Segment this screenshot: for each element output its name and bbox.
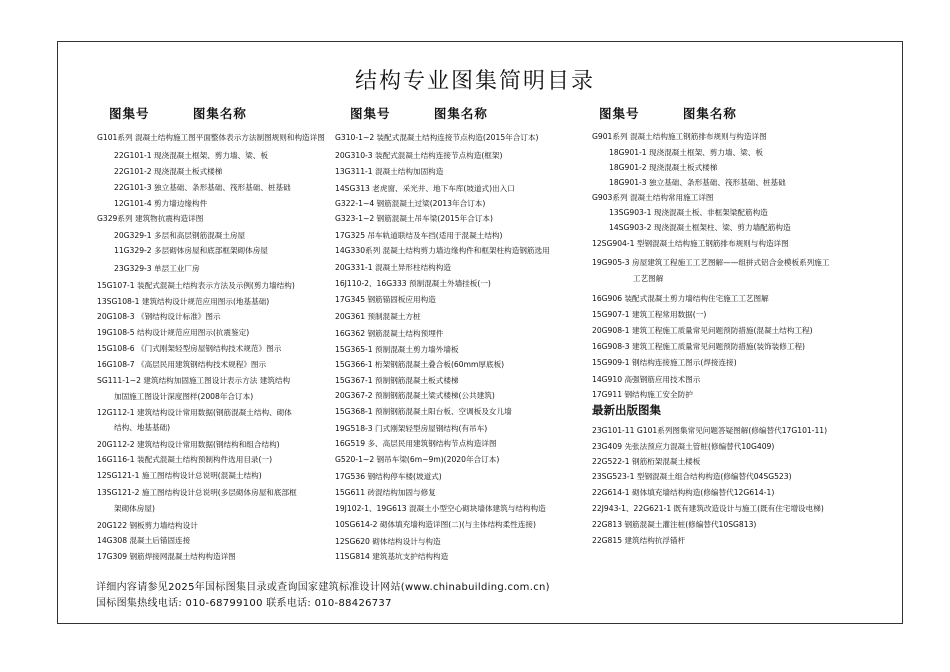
col-code-label: 图集号 <box>350 106 391 121</box>
catalog-entry: 23G329-3 单层工业厂房 <box>114 264 200 273</box>
col-name-label: 图集名称 <box>192 106 247 121</box>
catalog-entry: 17G309 钢筋焊接网混凝土结构构造详图 <box>97 552 236 561</box>
catalog-entry: 19J102-1、19G613 混凝土小型空心砌块墙体建筑与结构构造 <box>335 504 546 513</box>
col-code-label: 图集号 <box>109 106 150 121</box>
catalog-entry: 11SG814 建筑基坑支护结构构造 <box>335 552 449 561</box>
catalog-entry: 22J943-1、22G621-1 既有建筑改造设计与施工(既有住宅增设电梯) <box>592 504 824 513</box>
catalog-entry: 18G901-1 现浇混凝土框架、剪力墙、梁、板 <box>609 148 763 157</box>
catalog-entry: 15G107-1 装配式混凝土结构表示方法及示例(剪力墙结构) <box>97 281 295 290</box>
catalog-entry: 20G122 钢板剪力墙结构设计 <box>97 521 198 530</box>
catalog-entry: 23SG523-1 型钢混凝土组合结构构造(修编替代04SG523) <box>592 472 792 481</box>
catalog-entry: 14G308 混凝土后锚固连接 <box>97 536 191 545</box>
catalog-entry: 16G519 多、高层民用建筑钢结构节点构造详图 <box>335 439 497 448</box>
page-title: 结构专业图集简明目录 <box>354 69 595 94</box>
catalog-entry: 13G311-1 混凝土结构加固构造 <box>335 167 444 176</box>
catalog-entry: G903系列 混凝土结构常用施工详图 <box>592 193 714 202</box>
catalog-entry: G310-1~2 装配式混凝土结构连接节点构造(2015年合订本) <box>335 133 539 142</box>
column-header-3 <box>599 104 737 122</box>
catalog-entry: 16G906 装配式混凝土剪力墙结构住宅施工工艺图解 <box>592 294 769 303</box>
catalog-entry: 15G909-1 钢结构连接施工图示(焊接连接) <box>592 358 737 367</box>
catalog-entry: 22G813 钢筋混凝土灌注桩(修编替代10SG813) <box>592 520 757 529</box>
catalog-entry: G520-1~2 钢吊车梁(6m~9m)(2020年合订本) <box>335 455 500 464</box>
catalog-entry: 20G367-2 预制钢筋混凝土梁式楼梯(公共建筑) <box>335 391 495 400</box>
catalog-entry: 17G345 钢筋锚固板应用构造 <box>335 295 436 304</box>
catalog-entry: 11G329-2 多层砌体房屋和底部框架砌体房屋 <box>114 246 268 255</box>
catalog-entry: 12SG620 砌体结构设计与构造 <box>335 537 441 546</box>
catalog-entry: 20G310-3 装配式混凝土结构连接节点构造(框架) <box>335 151 503 160</box>
column-header-1 <box>109 104 247 122</box>
catalog-entry: 23G101-11 G101系列图集常见问题答疑图解(修编替代17G101-11) <box>592 426 828 435</box>
catalog-entry: 14G910 高强钢筋应用技术图示 <box>592 375 701 384</box>
catalog-entry: 结构、地基基础) <box>114 423 171 432</box>
footer-phone-line: 国标图集热线电话: 010-68799100 联系电话: 010-88426737 <box>96 598 392 609</box>
catalog-entry: 16G116-1 装配式混凝土结构预制构件选用目录(一) <box>97 455 273 464</box>
catalog-entry: 17G536 钢结构停车楼(坡道式) <box>335 472 442 481</box>
catalog-entry: G901系列 混凝土结构施工钢筋排布规则与构造详图 <box>592 132 767 141</box>
catalog-entry: G323-1~2 钢筋混凝土吊车梁(2015年合订本) <box>335 214 493 223</box>
catalog-entry: 15G907-1 建筑工程常用数据(一) <box>592 310 707 319</box>
catalog-entry: 19G905-3 房屋建筑工程施工工艺图解——组拼式铝合金模板系列施工 <box>592 258 830 267</box>
catalog-entry: 工艺图解 <box>633 274 664 283</box>
catalog-entry: 17G325 吊车轨道联结及车挡(适用于混凝土结构) <box>335 231 503 240</box>
column-header-2 <box>350 104 488 122</box>
catalog-entry: 20G112-2 建筑结构设计常用数据(钢结构和组合结构) <box>97 440 280 449</box>
catalog-entry: 16G362 钢筋混凝土结构预埋件 <box>335 329 444 338</box>
catalog-entry: G329系列 建筑物抗震构造详图 <box>97 214 204 223</box>
col-name-label: 图集名称 <box>433 106 488 121</box>
catalog-entry: 20G331-1 混凝土异形柱结构构造 <box>335 263 451 272</box>
catalog-entry: 20G108-3 《钢结构设计标准》图示 <box>97 312 221 321</box>
catalog-entry: 22G101-3 独立基础、条形基础、筏形基础、桩基础 <box>114 183 291 192</box>
catalog-entry: 15G108-6 《门式刚架轻型房屋钢结构技术规范》图示 <box>97 344 282 353</box>
catalog-entry: 15G611 砖混结构加固与修复 <box>335 488 436 497</box>
catalog-entry: 15G366-1 桁架钢筋混凝土叠合板(60mm厚底板) <box>335 360 505 369</box>
catalog-entry: 10SG614-2 砌体填充墙构造详图(二)(与主体结构柔性连接) <box>335 520 536 529</box>
catalog-entry: 18G901-2 现浇混凝土板式楼梯 <box>609 163 718 172</box>
catalog-entry: 22G101-1 现浇混凝土框架、剪力墙、梁、板 <box>114 151 268 160</box>
catalog-entry: 22G101-2 现浇混凝土板式楼梯 <box>114 167 223 176</box>
section-heading-new-releases: 最新出版图集 <box>592 403 661 417</box>
catalog-entry: 13SG121-2 施工图结构设计总说明(多层砌体房屋和底部框 <box>97 488 297 497</box>
catalog-entry: 19G518-3 门式刚架轻型房屋钢结构(有吊车) <box>335 424 488 433</box>
catalog-entry: 16G908-3 建筑工程施工质量常见问题预防措施(装饰装修工程) <box>592 342 806 351</box>
catalog-entry: G101系列 混凝土结构施工图平面整体表示方法制图规则和构造详图 <box>97 133 325 142</box>
catalog-entry: 22G522-1 钢筋桁架混凝土楼板 <box>592 457 701 466</box>
catalog-entry: 20G329-1 多层和高层钢筋混凝土房屋 <box>114 231 246 240</box>
catalog-entry: 22G614-1 砌体填充墙结构构造(修编替代12G614-1) <box>592 488 775 497</box>
catalog-entry: 13SG903-1 现浇混凝土板、非框架梁配筋构造 <box>609 208 768 217</box>
catalog-entry: 架砌体房屋) <box>114 504 155 513</box>
footer-website-note: 详细内容请参见2025年国标图集目录或查询国家建筑标准设计网站(www.chinabuilding.com.cn) <box>96 582 550 593</box>
catalog-entry: 13SG108-1 建筑结构设计规范应用图示(地基基础) <box>97 297 270 306</box>
catalog-entry: 12G101-4 剪力墙边缘构件 <box>114 199 208 208</box>
col-name-label: 图集名称 <box>682 106 737 121</box>
catalog-entry: 14G330系列 混凝土结构剪力墙边缘构件和框架柱构造钢筋选用 <box>335 246 550 255</box>
catalog-entry: 加固施工图设计深度图样(2008年合订本) <box>114 392 254 401</box>
catalog-entry: 15G368-1 预制钢筋混凝土阳台板、空调板及女儿墙 <box>335 407 512 416</box>
catalog-entry: 12SG904-1 型钢混凝土结构施工钢筋排布规则与构造详图 <box>592 239 789 248</box>
catalog-entry: 18G901-3 独立基础、条形基础、筏形基础、桩基础 <box>609 178 786 187</box>
catalog-entry: SG111-1~2 建筑结构加固施工图设计表示方法 建筑结构 <box>97 376 291 385</box>
catalog-entry: 14SG903-2 现浇混凝土框架柱、梁、剪力墙配筋构造 <box>609 223 791 232</box>
catalog-entry: 22G815 建筑结构抗浮锚杆 <box>592 536 686 545</box>
catalog-entry: 19G108-5 结构设计规范应用图示(抗震鉴定) <box>97 328 250 337</box>
catalog-entry: 17G911 钢结构施工安全防护 <box>592 390 693 399</box>
catalog-entry: 16J110-2、16G333 预制混凝土外墙挂板(一) <box>335 279 491 288</box>
catalog-entry: 15G365-1 预制混凝土剪力墙外墙板 <box>335 345 459 354</box>
catalog-entry: 12SG121-1 施工图结构设计总说明(混凝土结构) <box>97 471 262 480</box>
catalog-entry: 12G112-1 建筑结构设计常用数据(钢筋混凝土结构、砌体 <box>97 408 292 417</box>
catalog-entry: 20G361 预制混凝土方桩 <box>335 312 421 321</box>
catalog-entry: 14SG313 老虎窗、采光井、地下车库(坡道式)出入口 <box>335 184 515 193</box>
catalog-entry: 20G908-1 建筑工程施工质量常见问题预防措施(混凝土结构工程) <box>592 326 813 335</box>
catalog-entry: 16G108-7 《高层民用建筑钢结构技术规程》图示 <box>97 360 267 369</box>
catalog-entry: 15G367-1 预制钢筋混凝土板式楼梯 <box>335 376 459 385</box>
catalog-entry: G322-1~4 钢筋混凝土过梁(2013年合订本) <box>335 199 486 208</box>
catalog-entry: 23G409 先张法预应力混凝土管桩(修编替代10G409) <box>592 442 775 451</box>
col-code-label: 图集号 <box>599 106 640 121</box>
